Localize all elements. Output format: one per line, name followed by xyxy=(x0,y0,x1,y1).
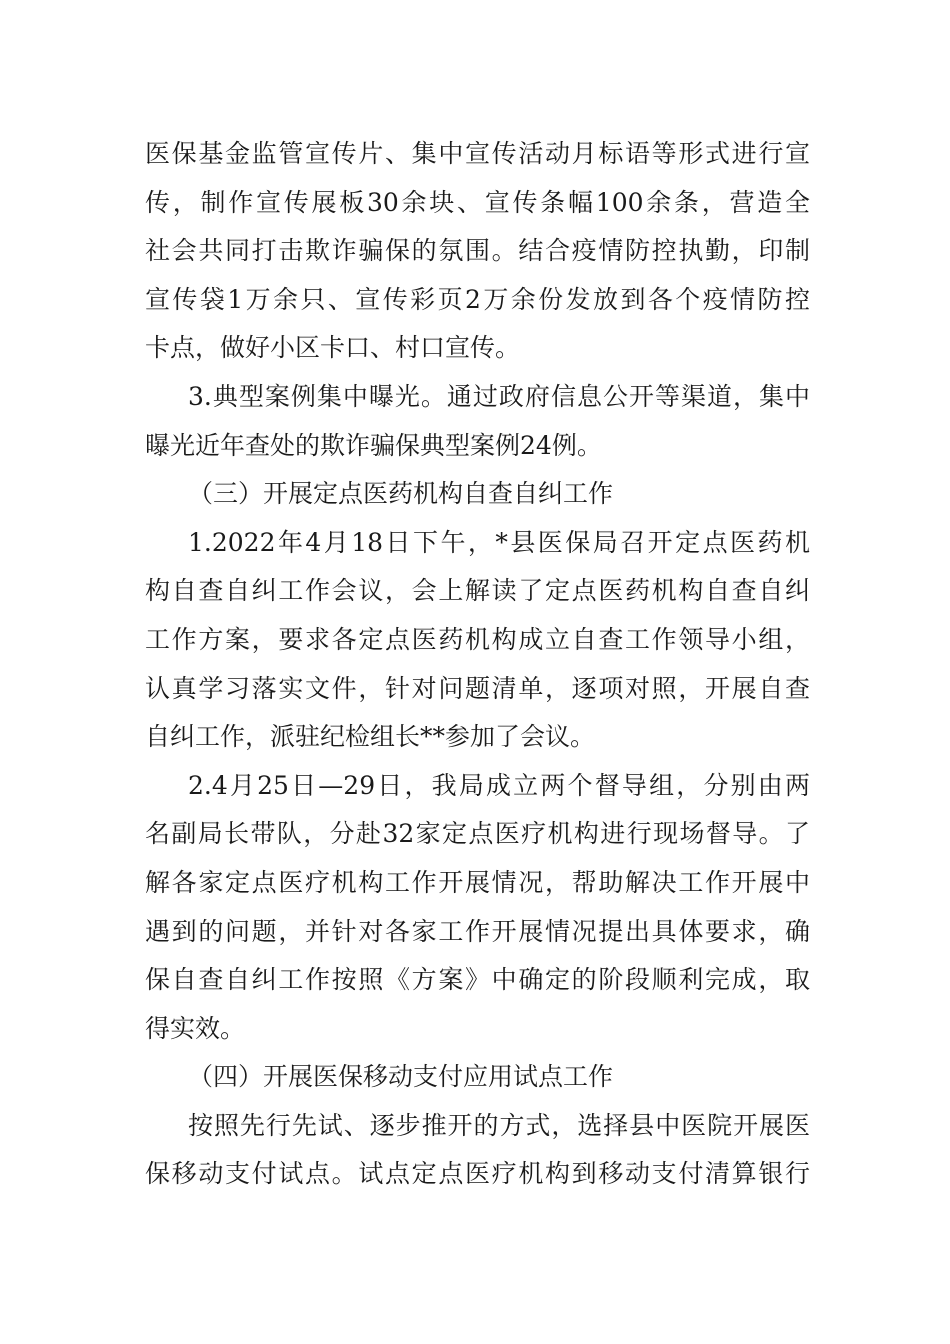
text-line: 宣传袋1万余只、宣传彩页2万余份发放到各个疫情防控 xyxy=(145,284,810,314)
section-heading: （四）开展医保移动支付应用试点工作 xyxy=(188,1062,614,1092)
text-line: 传，制作宣传展板30余块、宣传条幅100余条，营造全 xyxy=(145,187,810,217)
text-line: 医保基金监管宣传片、集中宣传活动月标语等形式进行宣 xyxy=(145,139,810,168)
text-line: 自纠工作，派驻纪检组长**参加了会议。 xyxy=(145,722,596,752)
text-line: 曝光近年查处的欺诈骗保典型案例24例。 xyxy=(145,430,602,460)
text-line: 认真学习落实文件，针对问题清单，逐项对照，开展自查 xyxy=(145,673,810,703)
text-line: 名副局长带队，分赴32家定点医疗机构进行现场督导。了 xyxy=(145,819,810,849)
text-line: 遇到的问题，并针对各家工作开展情况提出具体要求，确 xyxy=(145,916,810,946)
section-heading: （三）开展定点医药机构自查自纠工作 xyxy=(188,479,614,509)
text-line: 社会共同打击欺诈骗保的氛围。结合疫情防控执勤，印制 xyxy=(145,236,810,266)
document-page xyxy=(145,130,810,1199)
text-line: 保移动支付试点。试点定点医疗机构到移动支付清算银行 xyxy=(145,1159,810,1189)
text-line: 2.4月25日—29日，我局成立两个督导组，分别由两 xyxy=(188,770,810,800)
text-line: 工作方案，要求各定点医药机构成立自查工作领导小组， xyxy=(145,624,810,654)
text-line: 保自查自纠工作按照《方案》中确定的阶段顺利完成，取 xyxy=(145,965,810,995)
text-line: 3.典型案例集中曝光。通过政府信息公开等渠道，集中 xyxy=(188,381,810,411)
text-line: 按照先行先试、逐步推开的方式，选择县中医院开展医 xyxy=(188,1110,810,1140)
text-line: 构自查自纠工作会议，会上解读了定点医药机构自查自纠 xyxy=(145,576,810,606)
text-line: 解各家定点医疗机构工作开展情况，帮助解决工作开展中 xyxy=(145,867,810,897)
text-line: 1.2022年4月18日下午，*县医保局召开定点医药机 xyxy=(188,527,810,557)
text-line: 得实效。 xyxy=(145,1013,246,1043)
text-line: 卡点，做好小区卡口、村口宣传。 xyxy=(145,333,521,363)
